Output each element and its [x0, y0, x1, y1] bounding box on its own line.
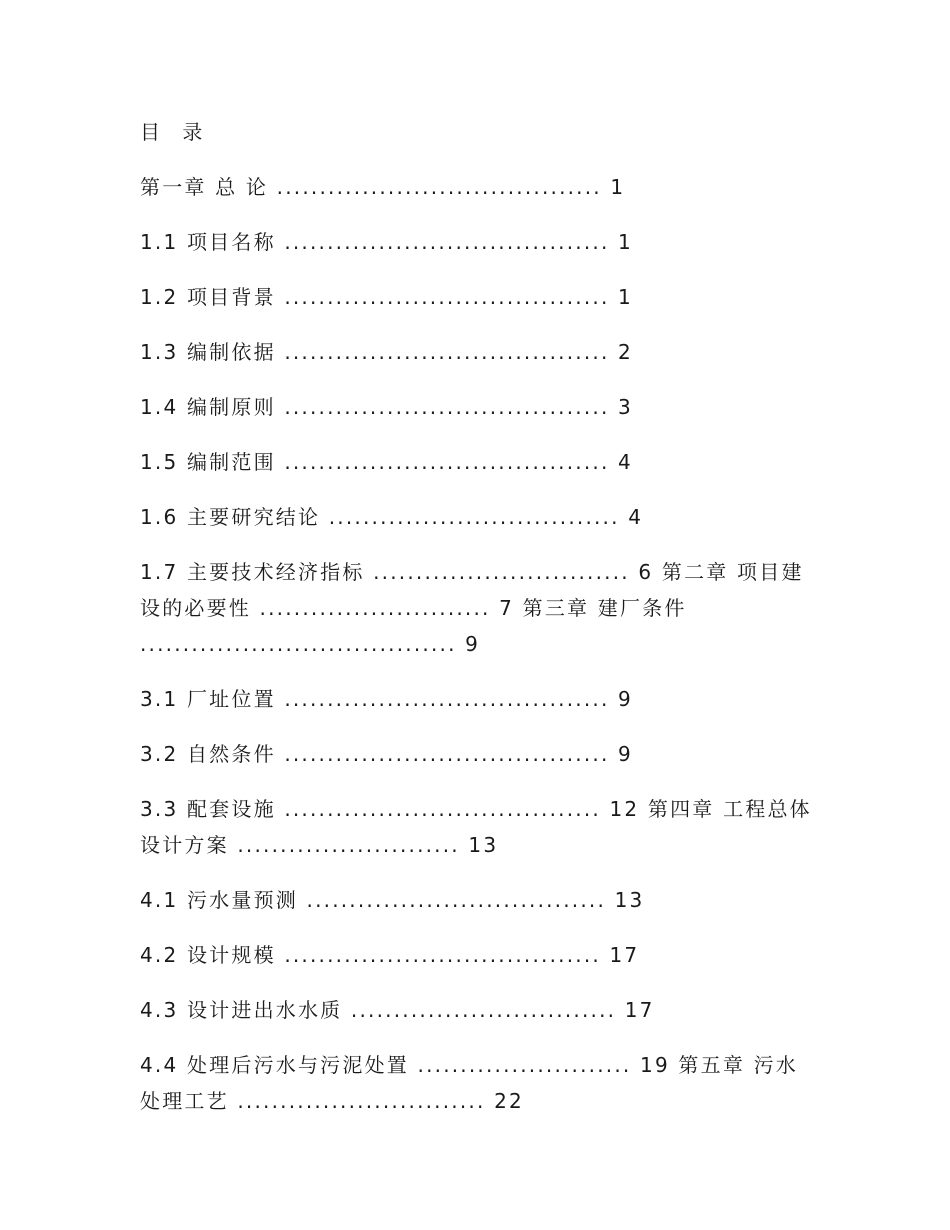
toc-entry-chapter-1: 第一章 总 论 ...................................... 1: [140, 175, 626, 199]
toc-entry-4-1: 4.1 污水量预测 ................................... 13: [140, 888, 645, 912]
toc-entry-1-6: 1.6 主要研究结论 .................................. 4: [140, 505, 644, 529]
toc-entry-4-3: 4.3 设计进出水水质 ............................... 17: [140, 998, 655, 1022]
toc-entry-4-2: 4.2 设计规模 ..................................... 17: [140, 943, 640, 967]
toc-entry-3-2: 3.2 自然条件 ...................................... 9: [140, 742, 633, 766]
toc-entry-4-4: 4.4 处理后污水与污泥处置 ......................... 19 第五章 污水处理工艺 ............................. 22: [140, 1053, 798, 1113]
table-of-contents: [140, 114, 820, 1138]
toc-entry-1-4: 1.4 编制原则 ...................................... 3: [140, 395, 633, 419]
toc-entry-1-1: 1.1 项目名称 ...................................... 1: [140, 230, 633, 254]
toc-entry-1-5: 1.5 编制范围 ...................................... 4: [140, 450, 633, 474]
toc-entry-3-3: 3.3 配套设施 ..................................... 12 第四章 工程总体设计方案 .......................... 13: [140, 797, 812, 857]
toc-entry-1-3: 1.3 编制依据 ...................................... 2: [140, 340, 633, 364]
toc-title: 目 录: [140, 120, 211, 144]
toc-entry-1-7: 1.7 主要技术经济指标 .............................. 6 第二章 项目建设的必要性 ........................... 7 第三章 建厂条件 ..................................... 9: [140, 560, 804, 656]
toc-entry-1-2: 1.2 项目背景 ...................................... 1: [140, 285, 633, 309]
toc-entry-3-1: 3.1 厂址位置 ...................................... 9: [140, 687, 633, 711]
